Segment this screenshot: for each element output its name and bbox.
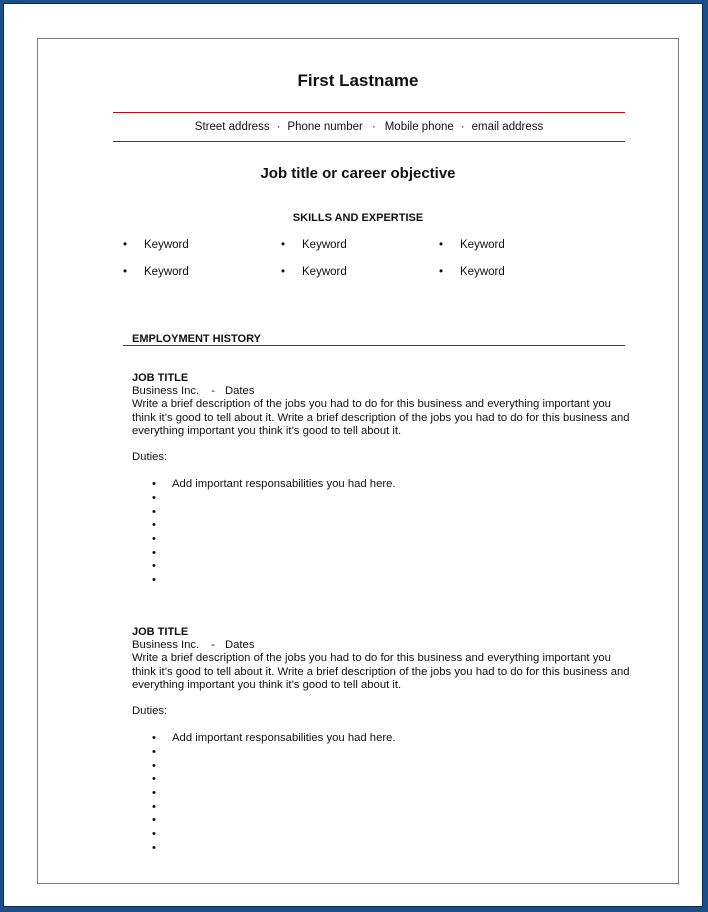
company-line — [132, 639, 632, 652]
employment-heading: EMPLOYMENT HISTORY — [132, 333, 261, 345]
duties-label: Duties: — [132, 705, 168, 718]
email-address: email address — [471, 121, 544, 133]
contact-separator: · — [371, 121, 376, 133]
bullet-icon: • — [123, 239, 128, 251]
duty-item — [132, 519, 632, 533]
career-objective: Job title or career objective — [260, 165, 456, 182]
bullet-icon: • — [152, 732, 156, 745]
skill-keyword: Keyword — [302, 239, 347, 251]
bullet-icon: • — [152, 786, 156, 799]
skill-item — [281, 266, 347, 278]
duty-item — [132, 492, 632, 506]
job-description: Write a brief description of the jobs you had to do for this business and everything important you think it’s good to tell about it. Write a brief description of the jobs you had to do for this business and everything important you think it’s good to tell about it. — [132, 652, 630, 691]
phone-number: Phone number — [287, 121, 363, 133]
job-dates: Dates — [224, 639, 255, 652]
contact-separator: · — [460, 121, 465, 133]
bullet-icon: • — [152, 841, 156, 854]
company-separator: - — [211, 639, 215, 652]
duty-item — [132, 746, 632, 760]
company-line — [132, 385, 632, 398]
employment-rule — [123, 345, 625, 346]
bullet-icon: • — [439, 239, 444, 251]
duties-list — [132, 732, 632, 855]
duty-item — [132, 814, 632, 828]
resume-name: First Lastname — [297, 71, 419, 90]
bullet-icon: • — [281, 239, 286, 251]
skill-item — [123, 239, 189, 251]
street-address: Street address — [194, 121, 270, 133]
skill-keyword: Keyword — [302, 266, 347, 278]
bullet-icon: • — [152, 478, 156, 491]
bullet-icon: • — [152, 800, 156, 813]
skill-keyword: Keyword — [460, 266, 505, 278]
mobile-phone: Mobile phone — [384, 121, 454, 133]
skill-keyword: Keyword — [144, 239, 189, 251]
duty-item — [132, 533, 632, 547]
header-top-rule — [113, 112, 625, 113]
duty-item — [132, 732, 632, 746]
duties-list — [132, 478, 632, 588]
job-title: JOB TITLE — [132, 372, 189, 384]
company-separator: - — [211, 385, 215, 398]
skill-item — [123, 266, 189, 278]
bullet-icon: • — [152, 519, 156, 532]
bullet-icon: • — [152, 491, 156, 504]
skill-keyword: Keyword — [460, 239, 505, 251]
job-title: JOB TITLE — [132, 626, 189, 638]
bullet-icon: • — [123, 266, 128, 278]
duty-item — [132, 787, 632, 801]
duties-label: Duties: — [132, 451, 168, 464]
company-name: Business Inc. — [132, 639, 200, 652]
duty-item — [132, 506, 632, 520]
contact-line — [113, 121, 625, 133]
duty-item — [132, 801, 632, 815]
resume-page — [37, 38, 679, 884]
bullet-icon: • — [152, 773, 156, 786]
bullet-icon: • — [152, 560, 156, 573]
duty-text: Add important responsabilities you had here. — [172, 732, 396, 745]
bullet-icon: • — [152, 745, 156, 758]
duty-item — [132, 547, 632, 561]
job-description: Write a brief description of the jobs you had to do for this business and everything important you think it’s good to tell about it. Write a brief description of the jobs you had to do for this business and everything important you think it’s good to tell about it. — [132, 398, 630, 437]
job-dates: Dates — [224, 385, 255, 398]
duty-item — [132, 828, 632, 842]
duty-text: Add important responsabilities you had here. — [172, 478, 396, 491]
bullet-icon: • — [439, 266, 444, 278]
skills-heading: SKILLS AND EXPERTISE — [292, 212, 424, 224]
job-entry — [132, 372, 632, 588]
company-name: Business Inc. — [132, 385, 200, 398]
bullet-icon: • — [152, 814, 156, 827]
document-frame — [3, 3, 703, 907]
bullet-icon: • — [152, 505, 156, 518]
bullet-icon: • — [152, 532, 156, 545]
skill-item — [439, 266, 505, 278]
bullet-icon: • — [152, 759, 156, 772]
duty-item — [132, 773, 632, 787]
contact-separator: · — [276, 121, 281, 133]
skill-item — [439, 239, 505, 251]
duty-item — [132, 842, 632, 856]
bullet-icon: • — [152, 828, 156, 841]
duty-item — [132, 760, 632, 774]
duty-item — [132, 574, 632, 588]
bullet-icon: • — [152, 546, 156, 559]
duty-item — [132, 560, 632, 574]
duty-item — [132, 478, 632, 492]
bullet-icon: • — [281, 266, 286, 278]
header-bottom-rule — [113, 141, 625, 142]
bullet-icon: • — [152, 574, 156, 587]
skill-item — [281, 239, 347, 251]
job-entry — [132, 626, 632, 855]
skill-keyword: Keyword — [144, 266, 189, 278]
